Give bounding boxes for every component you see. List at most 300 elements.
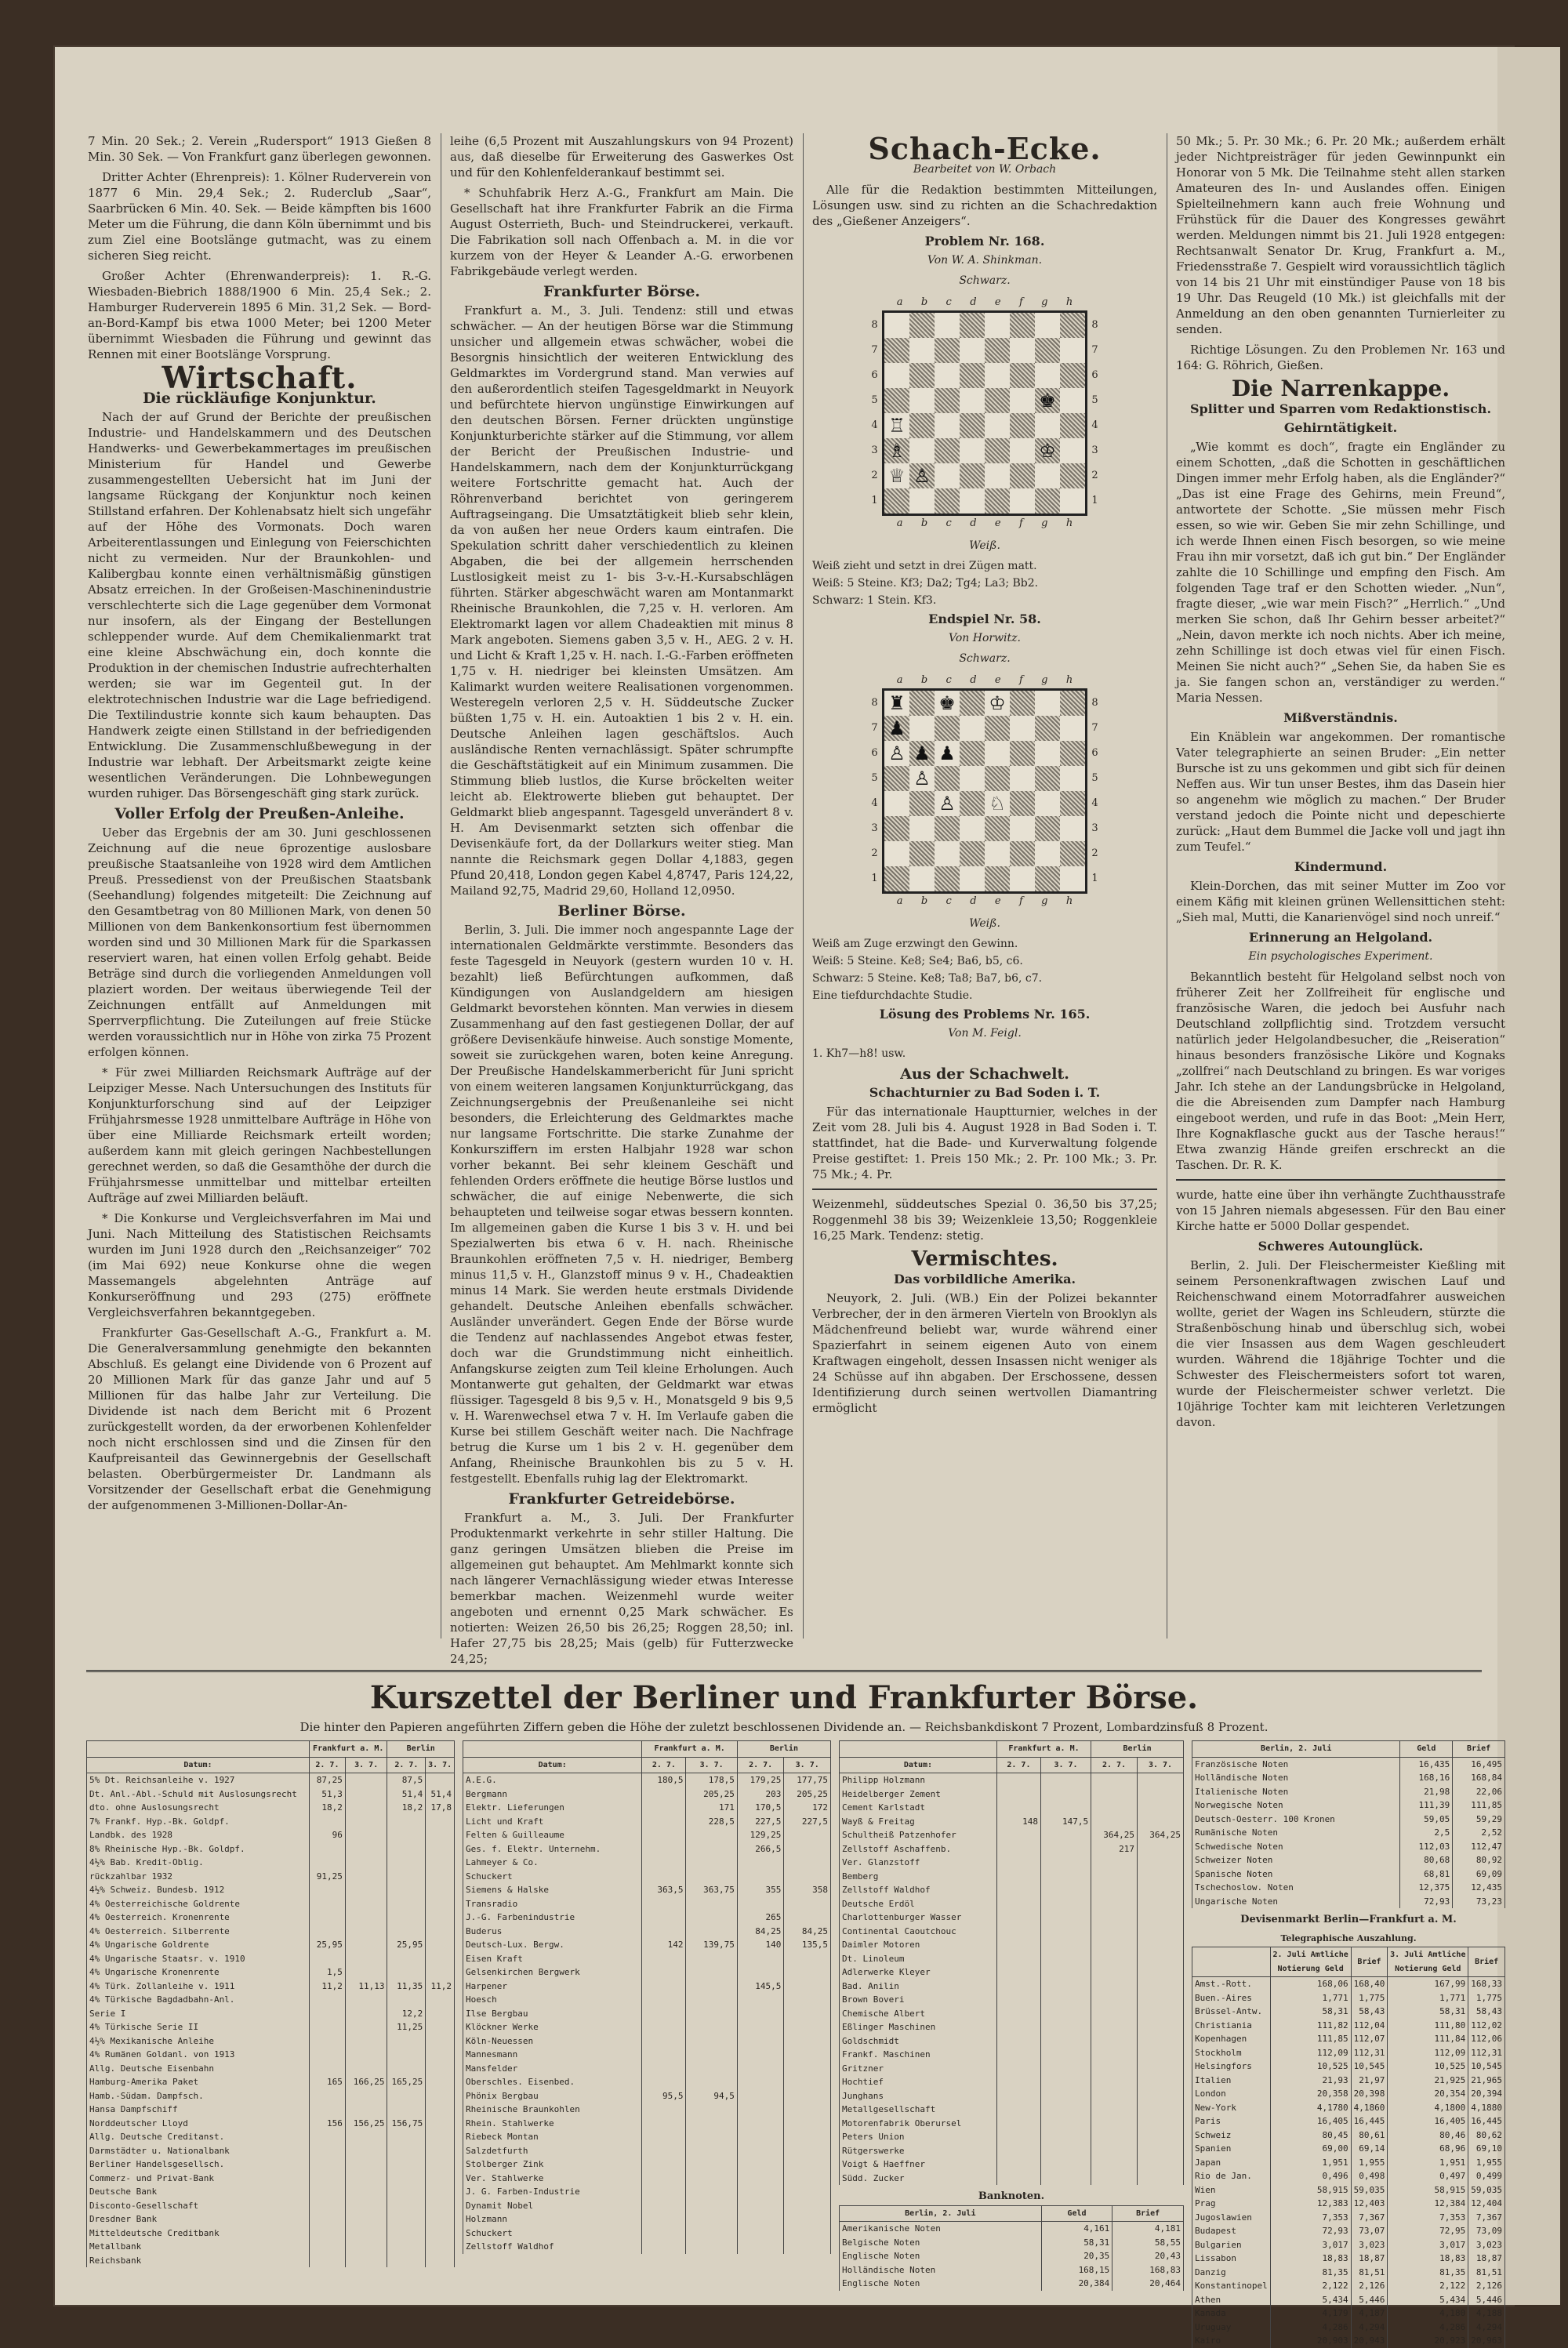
price-cell: 205,25	[784, 1787, 831, 1802]
table-row	[840, 2117, 1184, 2131]
problem-caption-3: Schwarz: 1 Stein. Kf3.	[812, 594, 937, 607]
board-square	[884, 313, 909, 338]
price-cell: 16,445	[1351, 2114, 1388, 2128]
price-cell: 95,5	[642, 2089, 686, 2103]
price-cell	[1138, 2007, 1184, 2021]
price-cell	[387, 2144, 426, 2158]
price-cell	[1040, 2117, 1091, 2131]
price-cell	[642, 2007, 686, 2021]
board-square	[1010, 791, 1035, 816]
table-row	[1192, 2156, 1505, 2170]
price-cell	[345, 2062, 387, 2076]
price-cell	[387, 2103, 426, 2117]
price-cell	[1091, 2157, 1138, 2172]
security-name: 4% Ungarische Staatsr. v. 1910	[87, 1952, 310, 1966]
price-cell	[1091, 1801, 1138, 1815]
price-cell	[426, 1883, 455, 1897]
price-cell: 10,525	[1270, 2059, 1351, 2074]
security-name: 4% Türkische Bagdadbahn-Anl.	[87, 1993, 310, 2007]
price-cell	[1040, 2075, 1091, 2089]
board-square	[909, 488, 935, 514]
security-name: 4% Ungarische Goldrente	[87, 1938, 310, 1952]
security-name: Dynamit Nobel	[463, 2199, 642, 2213]
price-cell	[1040, 1842, 1091, 1856]
price-cell	[996, 1911, 1040, 1925]
price-cell: 69,09	[1453, 1867, 1505, 1882]
price-cell: 4,286	[1270, 2321, 1351, 2335]
security-name: 4% Oesterreich. Kronenrente	[87, 1911, 310, 1925]
price-cell: 1,955	[1468, 2156, 1505, 2170]
newspaper-page	[55, 47, 1513, 2346]
price-cell: 112,47	[1453, 1840, 1505, 1854]
price-cell: 22,06	[1453, 1785, 1505, 1799]
section-title-wirtschaft: Wirtschaft.	[162, 360, 358, 395]
price-cell: 25,95	[309, 1938, 345, 1952]
price-cell: 2,126	[1468, 2279, 1505, 2293]
price-cell	[642, 1828, 686, 1842]
table-row	[463, 1938, 831, 1952]
security-name: Rütgerswerke	[840, 2144, 997, 2158]
table-row	[463, 2062, 831, 2076]
price-cell	[426, 1842, 455, 1856]
price-cell: 3,017	[1270, 2238, 1351, 2252]
price-cell	[737, 2062, 784, 2076]
price-cell: 364,25	[1138, 1828, 1184, 1842]
security-name: Reichsbank	[87, 2254, 310, 2268]
table-row	[1192, 1853, 1505, 1867]
price-cell: 112,31	[1351, 2046, 1388, 2060]
security-name: Ver. Glanzstoff	[840, 1856, 997, 1870]
price-cell	[426, 1856, 455, 1870]
section-title-narrenkappe: Die Narrenkappe.	[1231, 376, 1450, 401]
security-name: Buen.-Aires	[1192, 1991, 1271, 2005]
chess-diagram-problem: a b c d e f g h 8 7 6 5 4 3 2 1 ♚ ♖ ♗ ♔ ♕ ♙ 8 7 6 5 4 3 2 1 a b c d e f g h	[867, 295, 1102, 532]
security-name: Paris	[1192, 2114, 1271, 2128]
price-cell: 111,80	[1388, 2019, 1468, 2033]
price-cell	[1138, 1787, 1184, 1802]
price-cell	[426, 2185, 455, 2199]
board-square	[1035, 791, 1060, 816]
price-cell	[784, 2103, 831, 2117]
price-cell	[1138, 2089, 1184, 2103]
price-cell	[737, 1952, 784, 1966]
price-cell: 140	[737, 1938, 784, 1952]
price-cell	[387, 2254, 426, 2268]
price-cell: 168,15	[1041, 2263, 1112, 2277]
board-square	[985, 716, 1010, 741]
security-name: Mannesmann	[463, 2048, 642, 2062]
security-name: Spanien	[1192, 2142, 1271, 2156]
price-cell: 3,023	[1351, 2238, 1388, 2252]
security-name: Klöckner Werke	[463, 2020, 642, 2034]
price-cell: 12,2	[387, 2007, 426, 2021]
security-name: 4% Türkische Serie II	[87, 2020, 310, 2034]
price-cell: 4,294	[1468, 2321, 1505, 2335]
price-cell	[737, 2089, 784, 2103]
price-cell	[737, 2212, 784, 2226]
security-name: Italienische Noten	[1192, 1785, 1400, 1799]
table-row	[1192, 2183, 1505, 2197]
security-name: 4% Rumänen Goldanl. von 1913	[87, 2048, 310, 2062]
article-title-getreideboerse: Frankfurter Getreidebörse.	[508, 1490, 735, 1508]
table-row	[87, 1938, 455, 1952]
table-row	[463, 2117, 831, 2131]
price-cell: 0,498	[1351, 2169, 1388, 2183]
price-cell	[737, 2103, 784, 2117]
board-square	[1010, 413, 1035, 438]
price-cell: 3,017	[1388, 2238, 1468, 2252]
table-row	[463, 2007, 831, 2021]
price-cell	[784, 2240, 831, 2254]
price-cell	[387, 2089, 426, 2103]
price-cell: 12,404	[1468, 2197, 1505, 2211]
price-cell	[737, 2007, 784, 2021]
price-cell	[1138, 1911, 1184, 1925]
price-cell	[784, 1856, 831, 1870]
adjacent-page-edge	[1497, 47, 1560, 2305]
board-square	[1010, 388, 1035, 413]
security-name: Danzig	[1192, 2266, 1271, 2280]
price-cell: 180,5	[642, 1773, 686, 1787]
board-square	[1060, 463, 1085, 488]
price-cell	[642, 2062, 686, 2076]
endgame-black-label: Schwarz.	[959, 652, 1011, 665]
security-name: New-York	[1192, 2101, 1271, 2115]
security-name: Spanische Noten	[1192, 1867, 1400, 1882]
security-name: Tschechoslow. Noten	[1192, 1881, 1400, 1895]
price-cell: 1,775	[1468, 1991, 1505, 2005]
price-cell: 20,923	[1388, 2334, 1468, 2348]
price-cell: 12,435	[1453, 1881, 1505, 1895]
table-row	[840, 1911, 1184, 1925]
endgame-caption-1: Weiß am Zuge erzwingt den Gewinn.	[812, 938, 1018, 950]
price-cell: 12,384	[1388, 2197, 1468, 2211]
price-cell	[784, 1897, 831, 1911]
board-square	[960, 741, 985, 766]
table-row	[87, 1828, 455, 1842]
security-name: 4½% Schweiz. Bundesb. 1912	[87, 1883, 310, 1897]
price-cell	[387, 1815, 426, 1829]
table-row	[1192, 2019, 1505, 2033]
price-cell	[737, 2130, 784, 2144]
problem-white-label: Weiß.	[969, 539, 1000, 552]
price-cell	[426, 2103, 455, 2117]
price-cell	[737, 2075, 784, 2089]
table-row	[87, 1801, 455, 1815]
security-name: Disconto-Gesellschaft	[87, 2199, 310, 2213]
board-square	[1060, 388, 1085, 413]
price-cell	[737, 2020, 784, 2034]
security-name: Buderus	[463, 1925, 642, 1939]
section-rule	[812, 1189, 1157, 1190]
price-cell	[642, 1801, 686, 1815]
price-cell	[784, 1993, 831, 2007]
price-cell	[737, 2117, 784, 2131]
security-name: Zellstoff Waldhof	[840, 1883, 997, 1897]
price-cell	[426, 2007, 455, 2021]
price-cell: 16,445	[1468, 2114, 1505, 2128]
price-cell	[1040, 1856, 1091, 1870]
price-cell: 112,09	[1270, 2046, 1351, 2060]
security-name: Kanada	[1192, 2306, 1271, 2321]
price-cell: 363,5	[642, 1883, 686, 1897]
price-cell	[309, 1911, 345, 1925]
solution-text: 1. Kh7—h8! usw.	[812, 1047, 906, 1060]
price-cell: 81,35	[1270, 2266, 1351, 2280]
security-name: Zellstoff Aschaffenb.	[840, 1842, 997, 1856]
table-row	[463, 1925, 831, 1939]
table-row	[87, 1773, 455, 1787]
price-cell	[345, 2020, 387, 2034]
price-cell	[686, 1897, 737, 1911]
board-square	[1060, 866, 1085, 891]
security-name: Belgische Noten	[840, 2236, 1042, 2250]
board-square	[985, 338, 1010, 363]
price-cell	[737, 2199, 784, 2213]
price-cell	[426, 2117, 455, 2131]
security-name: Wien	[1192, 2183, 1271, 2197]
price-cell	[996, 1773, 1040, 1787]
price-cell	[1040, 2089, 1091, 2103]
table-row	[1192, 1826, 1505, 1840]
table-row	[463, 1993, 831, 2007]
price-cell	[1138, 1925, 1184, 1939]
chess-world-title: Aus der Schachwelt.	[900, 1065, 1069, 1083]
security-name: Felten & Guilleaume	[463, 1828, 642, 1842]
price-cell	[686, 1980, 737, 1994]
price-cell: 18,87	[1351, 2252, 1388, 2266]
security-name: Deutsch-Lux. Bergw.	[463, 1938, 642, 1952]
price-cell	[784, 2185, 831, 2199]
price-cell: 96	[309, 1828, 345, 1842]
price-cell	[1138, 2130, 1184, 2144]
price-cell	[686, 1870, 737, 1884]
market-block-4: Berlin, 2. Juli Geld Brief Französische Noten 16,435 16,495 Holländische Noten 168,16 168,84 Italienische Noten 21,98 22,06 Norwegische Noten 111,39 111,85 Deutsch-Oesterr. 100 Kronen 59,05 59,29 Rumänische Noten 2,5 2,52 Schwedische Noten 112,03 112,47 Schweizer Noten 80,68 80,92 Spanische Noten 68,81 69,09 Tschechoslow. Noten 12,375 12,435 Ungarische Noten 72,93 73,23 Devisenmarkt Berlin—Frankfurt a. M. Telegraphische Auszahlung. 2. Juli Amtliche Notierung Geld Brief 3. Juli Amtliche Notierung Geld Brief Amst.-Rott. 168,06 168,40 167,99 168,33 Buen.-Aires 1,771 1,775 1,771 1,775 Brüssel-Antw. 58,31 58,43 58,31 58,43 Christiania 111,82 112,04 111,80 112,02 Kopenhagen 111,85 112,07 111,84 112,06 Stockholm 112,09 112,31 112,09 112,31 Helsingfors 10,525 10,545 10,525 10,545 Italien 21,93 21,97 21,925 21,965 London 20,358 20,398 20,354 20,394 New-York 4,1780 4,1860 4,1800 4,1880 Paris 16,405 16,445 16,405 16,445 Schweiz 80,45 80,61 80,46 80,62 Spanien 69,00 69,14 68,96 69,10 Japan 1,951 1,955 1,951 1,955 Rio de Jan. 0,496 0,498 0,497 0,499 Wien 58,915 59,035 58,915 59,035 Prag 12,383 12,403 12,384 12,404 Jugoslawien 7,353 7,367 7,353 7,367 Budapest 72,93 73,07 72,95 73,09 Bulgarien 3,017 3,023 3,017 3,023 Lissabon 18,83 18,87 18,83 18,87 Danzig 81,35 81,51 81,35 81,51 Konstantinopel 2,122 2,126 2,122 2,126 Athen 5,434 5,446 5,434 5,446 Kanada 4,179 4,187 4,180 4,188 Uruguay 4,286 4,294 4,286 4,294 Kairo 20,903 20,943 20,923 20,963	[1192, 1740, 1505, 2348]
price-cell	[737, 1993, 784, 2007]
chess-intro: Alle für die Redaktion bestimmten Mitteilungen, Lösungen usw. sind zu richten an die Schachredaktion des „Gießener Anzeigers“.	[812, 183, 1157, 228]
security-name: Goldschmidt	[840, 2034, 997, 2049]
price-cell	[996, 2130, 1040, 2144]
price-cell	[1091, 1925, 1138, 1939]
price-cell: 72,93	[1400, 1895, 1453, 1909]
table-row	[87, 1856, 455, 1870]
board-square	[909, 413, 935, 438]
board-square	[1010, 313, 1035, 338]
security-name: Elektr. Lieferungen	[463, 1801, 642, 1815]
security-name: Dt. Anl.-Abl.-Schuld mit Auslosungsrecht	[87, 1787, 310, 1802]
board-square	[1060, 413, 1085, 438]
price-cell: 21,93	[1270, 2074, 1351, 2088]
chess-piece-icon: ♔	[985, 691, 1010, 716]
price-cell: 18,83	[1388, 2252, 1468, 2266]
security-name: Schwedische Noten	[1192, 1840, 1400, 1854]
price-cell	[309, 2020, 345, 2034]
security-name: Junghans	[840, 2089, 997, 2103]
price-cell: 217	[1091, 1842, 1138, 1856]
table-row	[840, 1883, 1184, 1897]
price-cell	[1091, 2130, 1138, 2144]
table-row	[463, 2075, 831, 2089]
chess-piece-icon: ♟	[884, 716, 909, 741]
price-cell	[426, 1965, 455, 1980]
security-name: Holländische Noten	[1192, 1771, 1400, 1785]
price-cell	[686, 2212, 737, 2226]
chess-world-sub: Schachturnier zu Bad Soden i. T.	[869, 1085, 1101, 1100]
table-row	[87, 2240, 455, 2254]
security-name: Amerikanische Noten	[840, 2222, 1042, 2236]
schuhfabrik-text: * Schuhfabrik Herz A.-G., Frankfurt am Main. Die Gesellschaft hat ihre Frankfurter Fabrik an die Firma August Osterrieth, Buch- und Steindruckerei, verkauft. Die Fabrikation soll nach Offenbach a. M. in die vor kurzem von der Heyer & Leander A.-G. erworbenen Fabrikgebäude verlegt werden.	[450, 186, 793, 278]
price-cell: 17,8	[426, 1801, 455, 1815]
price-cell	[1040, 1925, 1091, 1939]
price-cell	[1040, 1828, 1091, 1842]
endgame-white-label: Weiß.	[969, 917, 1000, 930]
price-cell	[1138, 2020, 1184, 2034]
table-row	[463, 2185, 831, 2199]
security-name: J.-G. Farbenindustrie	[463, 1911, 642, 1925]
board-square	[985, 388, 1010, 413]
price-cell	[686, 2199, 737, 2213]
price-cell: 20,43	[1112, 2249, 1184, 2263]
price-cell	[642, 2199, 686, 2213]
price-cell: 1,951	[1270, 2156, 1351, 2170]
security-name: Dt. Linoleum	[840, 1952, 997, 1966]
board-square	[935, 841, 960, 866]
price-cell	[737, 2185, 784, 2199]
price-cell: 227,5	[784, 1815, 831, 1829]
table-row	[1192, 1785, 1505, 1799]
board-square	[1010, 741, 1035, 766]
security-name: Japan	[1192, 2156, 1271, 2170]
price-cell	[345, 1897, 387, 1911]
price-cell: 0,497	[1388, 2169, 1468, 2183]
price-cell	[642, 2226, 686, 2241]
price-cell	[1138, 1842, 1184, 1856]
price-cell: 58,31	[1270, 2005, 1351, 2019]
price-cell: 2,122	[1388, 2279, 1468, 2293]
price-cell	[784, 2144, 831, 2158]
price-cell: 81,35	[1388, 2266, 1468, 2280]
table-row	[840, 2007, 1184, 2021]
table-row	[463, 1980, 831, 1994]
price-cell	[309, 1925, 345, 1939]
article-body-gas: Frankfurter Gas-Gesellschaft A.-G., Frankfurt a. M. Die Generalversammlung genehmigte den bekannten Abschluß. Es gelangt eine Dividende von 6 Prozent auf 20 Millionen Mark für das ganze Jahr und auf 5 Millionen für das halbe Jahr zur Verteilung. Die Dividende ist nach dem Bericht mit 6 Prozent zurückgestellt worden, da der erworbenen Kohlenfelder noch nicht erschlossen sind und die Zinsen für den Kaufpreisanteil das Gewinnergebnis der Gesellschaft belasten. Oberbürgermeister Dr. Landmann als Vorsitzender der Gesellschaft erbat die Genehmigung der aufgenommenen 3-Millionen-Dollar-An-	[88, 1326, 431, 1512]
price-cell	[345, 1842, 387, 1856]
price-cell	[1138, 2157, 1184, 2172]
price-cell: 1,5	[309, 1965, 345, 1980]
security-name: Hamb.-Südam. Dampfsch.	[87, 2089, 310, 2103]
table-row	[840, 1993, 1184, 2007]
problem-author: Von W. A. Shinkman.	[927, 254, 1043, 267]
accident-title: Schweres Autounglück.	[1258, 1239, 1424, 1254]
board-square	[960, 866, 985, 891]
joke-body-3: Klein-Dorchen, das mit seiner Mutter im Zoo vor einem Käfig mit kleinen grünen Wellensittichen steht: „Sieh mal, Mutti, die Kanarienvögel sind noch unreif.“	[1176, 879, 1505, 924]
price-cell	[309, 2212, 345, 2226]
security-name: Ges. f. Elektr. Unternehm.	[463, 1842, 642, 1856]
board-square	[1010, 866, 1035, 891]
table-row	[463, 1952, 831, 1966]
security-name: Bergmann	[463, 1787, 642, 1802]
price-cell	[784, 1911, 831, 1925]
table-row	[840, 1925, 1184, 1939]
price-cell	[642, 1870, 686, 1884]
security-name: J. G. Farben-Industrie	[463, 2185, 642, 2199]
price-cell: 51,3	[309, 1787, 345, 1802]
table-row	[463, 2034, 831, 2049]
price-cell: 112,06	[1468, 2032, 1505, 2046]
security-name: Ilse Bergbau	[463, 2007, 642, 2021]
table-row	[87, 1883, 455, 1897]
article-title-konjunktur: Die rückläufige Konjunktur.	[143, 390, 376, 407]
table-row	[840, 2089, 1184, 2103]
price-cell	[996, 2103, 1040, 2117]
price-cell	[1091, 2103, 1138, 2117]
security-name: Rheinische Braunkohlen	[463, 2103, 642, 2117]
price-cell	[426, 1828, 455, 1842]
price-cell: 1,771	[1388, 1991, 1468, 2005]
endgame-caption-3: Schwarz: 5 Steine. Ke8; Ta8; Ba7, b6, c7.	[812, 972, 1043, 985]
price-cell	[387, 1870, 426, 1884]
security-name: Hamburg-Amerika Paket	[87, 2075, 310, 2089]
board-square	[909, 313, 935, 338]
price-cell	[686, 1965, 737, 1980]
price-cell: 228,5	[686, 1815, 737, 1829]
board-square	[909, 866, 935, 891]
problem-title: Problem Nr. 168.	[924, 234, 1045, 249]
price-cell	[686, 2020, 737, 2034]
table-row	[87, 2185, 455, 2199]
table-row	[840, 1870, 1184, 1884]
market-table-note: Die hinter den Papieren angeführten Ziffern geben die Höhe der zuletzt beschlossenen Dividende an. — Reichsbankdiskont 7 Prozent, Lombardzinsfuß 8 Prozent.	[299, 1720, 1269, 1734]
board-square	[985, 363, 1010, 388]
price-cell	[642, 2034, 686, 2049]
price-cell	[642, 2103, 686, 2117]
price-cell	[784, 1965, 831, 1980]
price-cell: 81,51	[1351, 2266, 1388, 2280]
price-cell: 205,25	[686, 1787, 737, 1802]
price-cell	[426, 1773, 455, 1787]
board-square	[985, 463, 1010, 488]
price-cell	[1091, 1883, 1138, 1897]
security-name: Kairo	[1192, 2334, 1271, 2348]
price-cell: 59,29	[1453, 1813, 1505, 1827]
price-cell: 2,52	[1453, 1826, 1505, 1840]
market-table-title: Kurszettel der Berliner und Frankfurter Börse.	[369, 1679, 1199, 1716]
price-cell: 111,85	[1453, 1798, 1505, 1813]
table-row	[87, 2007, 455, 2021]
board-square	[960, 488, 985, 514]
price-cell	[1040, 2157, 1091, 2172]
price-cell	[1138, 2103, 1184, 2117]
price-cell	[686, 2103, 737, 2117]
price-cell: 4,1780	[1270, 2101, 1351, 2115]
board-square	[1060, 716, 1085, 741]
price-cell	[345, 2212, 387, 2226]
article-body-frankfurter-boerse: Frankfurt a. M., 3. Juli. Tendenz: still und etwas schwächer. — An der heutigen Börse war die Stimmung unsicher und allgemein etwas schwächer, wobei die Besorgnis hinsichtlich der weiteren Entwicklung des Geldmarktes im Vordergrund stand. Man verwies auf den außerordentlich steifen Tagesgeldmarkt in Neuyork und befürchtete hiervon ungünstige Einwirkungen auf den deutschen Börsen. Ferner drückten ungünstige Konjunkturberichte stärker auf die Stimmung, vor allem der Bericht der Preußischen Industrie- und Handelskammern, nach dem der Konjunkturrückgang weitere Fortschritte gemacht hat. Auch der Röhrenverband berichtet von geringerem Auftragseingang. Die Umsatztätigkeit blieb sehr klein, da von außen her neue Orders kaum eintrafen. Die Spekulation schritt daher verschiedentlich zu kleinen Abgaben, die bei der allgemein herrschenden Lustlosigkeit meist zu 1- bis 3-v.-H.-Kursabschlägen führten. Stärker abgeschwächt waren am Montanmarkt Rheinische Braunkohlen, die 7,25 v. H. verloren. Am Elektromarkt lagen vor allem Chadeaktien mit minus 8 Mark angeboten. Siemens gaben 3,5 v. H., AEG. 2 v. H. und Licht & Kraft 1,25 v. H. nach. I.-G.-Farben eröffneten 1,75 v. H. niedriger bei kleinsten Umsätzen. Am Kalimarkt wurden weitere Realisationen vorgenommen. Westeregeln verloren 2,5 v. H. Süddeutsche Zucker büßten 1,75 v. H. ein. Autoaktien 1 bis 2 v. H. ein. Deutsche Anleihen lagen geschäftslos. Auch ausländische Renten vernachlässigt. Später schrumpfte die Geschäftstätigkeit auf ein Minimum zusammen. Die Stimmung blieb lustlos, die Kurse bröckelten weiter leicht ab. Elektrowerte blieben gut behauptet. Der Geldmarkt blieb angespannt. Tagesgeld unverändert 8 v. H. Am Devisenmarkt setzten sich offenbar die Devisenkäufe fort, da der Dollarkurs weiter stieg. Man nannte die Reichsmark gegen Dollar 4,1883, gegen Pfund 20,418, London gegen Kabel 4,8747, Paris 124,22, Mailand 92,75, Madrid 29,60, Holland 12,0950.	[450, 303, 793, 898]
price-cell	[784, 2007, 831, 2021]
price-cell	[1091, 2020, 1138, 2034]
price-cell: 177,75	[784, 1773, 831, 1787]
security-name: Ver. Stahlwerke	[463, 2172, 642, 2186]
price-cell	[345, 2103, 387, 2117]
price-cell	[996, 2172, 1040, 2186]
chess-correct-solutions: Richtige Lösungen. Zu den Problemen Nr. 163 und 164: G. Röhrich, Gießen.	[1176, 343, 1505, 372]
price-cell	[345, 1883, 387, 1897]
table-row	[840, 1815, 1184, 1829]
price-cell	[686, 2185, 737, 2199]
price-cell	[309, 1883, 345, 1897]
board-square	[960, 413, 985, 438]
security-name: Serie I	[87, 2007, 310, 2021]
